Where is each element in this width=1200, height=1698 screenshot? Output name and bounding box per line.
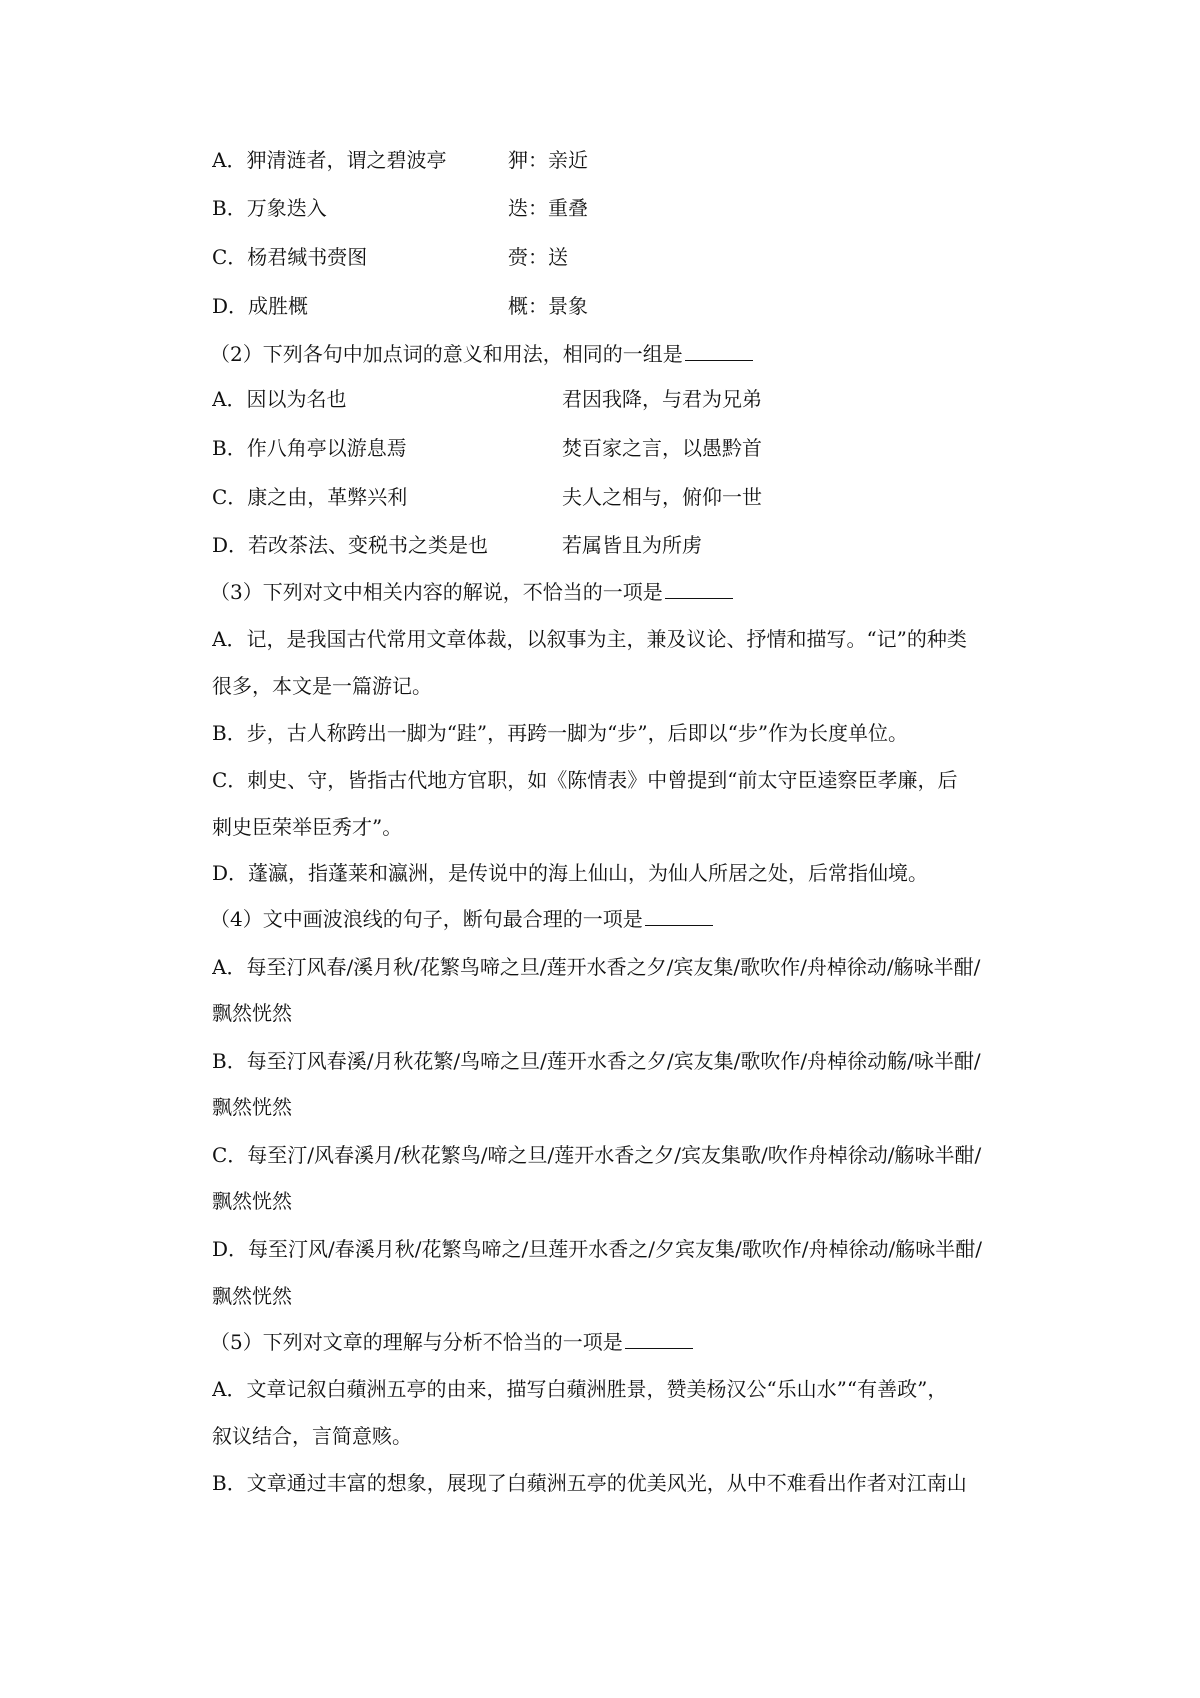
q4-line-5: C．每至汀/风春溪月/秋花繁鸟/啼之旦/莲开水香之夕/宾友集歌/吹作舟棹徐动/觞咏半酣/ — [212, 1143, 982, 1167]
q4-line-7: D．每至汀风/春溪月秋/花繁鸟啼之/旦莲开水香之/夕宾友集/歌吹作/舟棹徐动/觞咏半酣/ — [212, 1237, 982, 1261]
q5-stem — [210, 1328, 1030, 1356]
option-gloss: 狎：亲近 — [508, 148, 588, 172]
question-stem: （3）下列对文中相关内容的解说，不恰当的一项是 — [210, 580, 663, 604]
question-stem: （5）下列对文章的理解与分析不恰当的一项是 — [210, 1330, 623, 1354]
q2-option-a — [212, 385, 1032, 413]
q2-option-b — [212, 434, 1032, 462]
q1-option-d — [212, 292, 1032, 320]
q2-option-c — [212, 483, 1032, 511]
option-compare: 若属皆且为所虏 — [562, 533, 702, 557]
q3-line-6: D．蓬瀛，指蓬莱和瀛洲，是传说中的海上仙山，为仙人所居之处，后常指仙境。 — [212, 861, 929, 885]
answer-blank — [665, 578, 733, 599]
q4-line-2: 飘然恍然 — [212, 1001, 292, 1025]
q4-line-3: B．每至汀风春溪/月秋花繁/鸟啼之旦/莲开水香之夕/宾友集/歌吹作/舟棹徐动觞/咏半酣/ — [212, 1049, 981, 1073]
q5-line-2: 叙议结合，言简意赅。 — [212, 1424, 412, 1448]
q3-stem — [210, 578, 1030, 606]
option-compare: 焚百家之言，以愚黔首 — [562, 436, 762, 460]
option-compare: 夫人之相与，俯仰一世 — [562, 485, 762, 509]
option-gloss: 迭：重叠 — [508, 196, 588, 220]
question-stem: （2）下列各句中加点词的意义和用法，相同的一组是 — [210, 342, 683, 366]
q5-line-3: B．文章通过丰富的想象，展现了白蘋洲五亭的优美风光，从中不难看出作者对江南山 — [212, 1471, 967, 1495]
option-gloss: 概：景象 — [508, 294, 588, 318]
q2-option-d — [212, 531, 1032, 559]
answer-blank — [645, 905, 713, 926]
q2-stem — [210, 340, 1030, 368]
q3-line-1: A．记，是我国古代常用文章体裁，以叙事为主，兼及议论、抒情和描写。“记”的种类 — [212, 627, 967, 651]
q4-stem — [210, 905, 1030, 933]
answer-blank — [685, 340, 753, 361]
option-compare: 君因我降，与君为兄弟 — [562, 387, 762, 411]
answer-blank — [625, 1328, 693, 1349]
q3-line-2: 很多，本文是一篇游记。 — [212, 674, 432, 698]
q3-line-5: 刺史臣荣举臣秀才”。 — [212, 815, 403, 839]
option-text: D．若改茶法、变税书之类是也 — [212, 533, 489, 557]
option-gloss: 赍：送 — [508, 245, 568, 269]
option-text: B．作八角亭以游息焉 — [212, 436, 407, 460]
option-text: D．成胜概 — [212, 294, 309, 318]
q3-line-3: B．步，古人称跨出一脚为“跬”，再跨一脚为“步”，后即以“步”作为长度单位。 — [212, 721, 909, 745]
q4-line-6: 飘然恍然 — [212, 1189, 292, 1213]
q4-line-4: 飘然恍然 — [212, 1095, 292, 1119]
q3-line-4: C．刺史、守，皆指古代地方官职，如《陈情表》中曾提到“前太守臣逵察臣孝廉，后 — [212, 768, 958, 792]
option-text: B．万象迭入 — [212, 196, 327, 220]
option-text: A．狎清涟者，谓之碧波亭 — [212, 148, 447, 172]
q1-option-a — [212, 146, 1032, 174]
q4-line-8: 飘然恍然 — [212, 1284, 292, 1308]
question-stem: （4）文中画波浪线的句子，断句最合理的一项是 — [210, 907, 643, 931]
option-text: A．因以为名也 — [212, 387, 347, 411]
q1-option-c — [212, 243, 1032, 271]
q5-line-1: A．文章记叙白蘋洲五亭的由来，描写白蘋洲胜景，赞美杨汉公“乐山水”“有善政”， — [212, 1377, 948, 1401]
q4-line-1: A．每至汀风春/溪月秋/花繁鸟啼之旦/莲开水香之夕/宾友集/歌吹作/舟棹徐动/觞咏半酣/ — [212, 955, 981, 979]
q1-option-b — [212, 194, 1032, 222]
option-text: C．康之由，革弊兴利 — [212, 485, 408, 509]
option-text: C．杨君缄书赍图 — [212, 245, 368, 269]
